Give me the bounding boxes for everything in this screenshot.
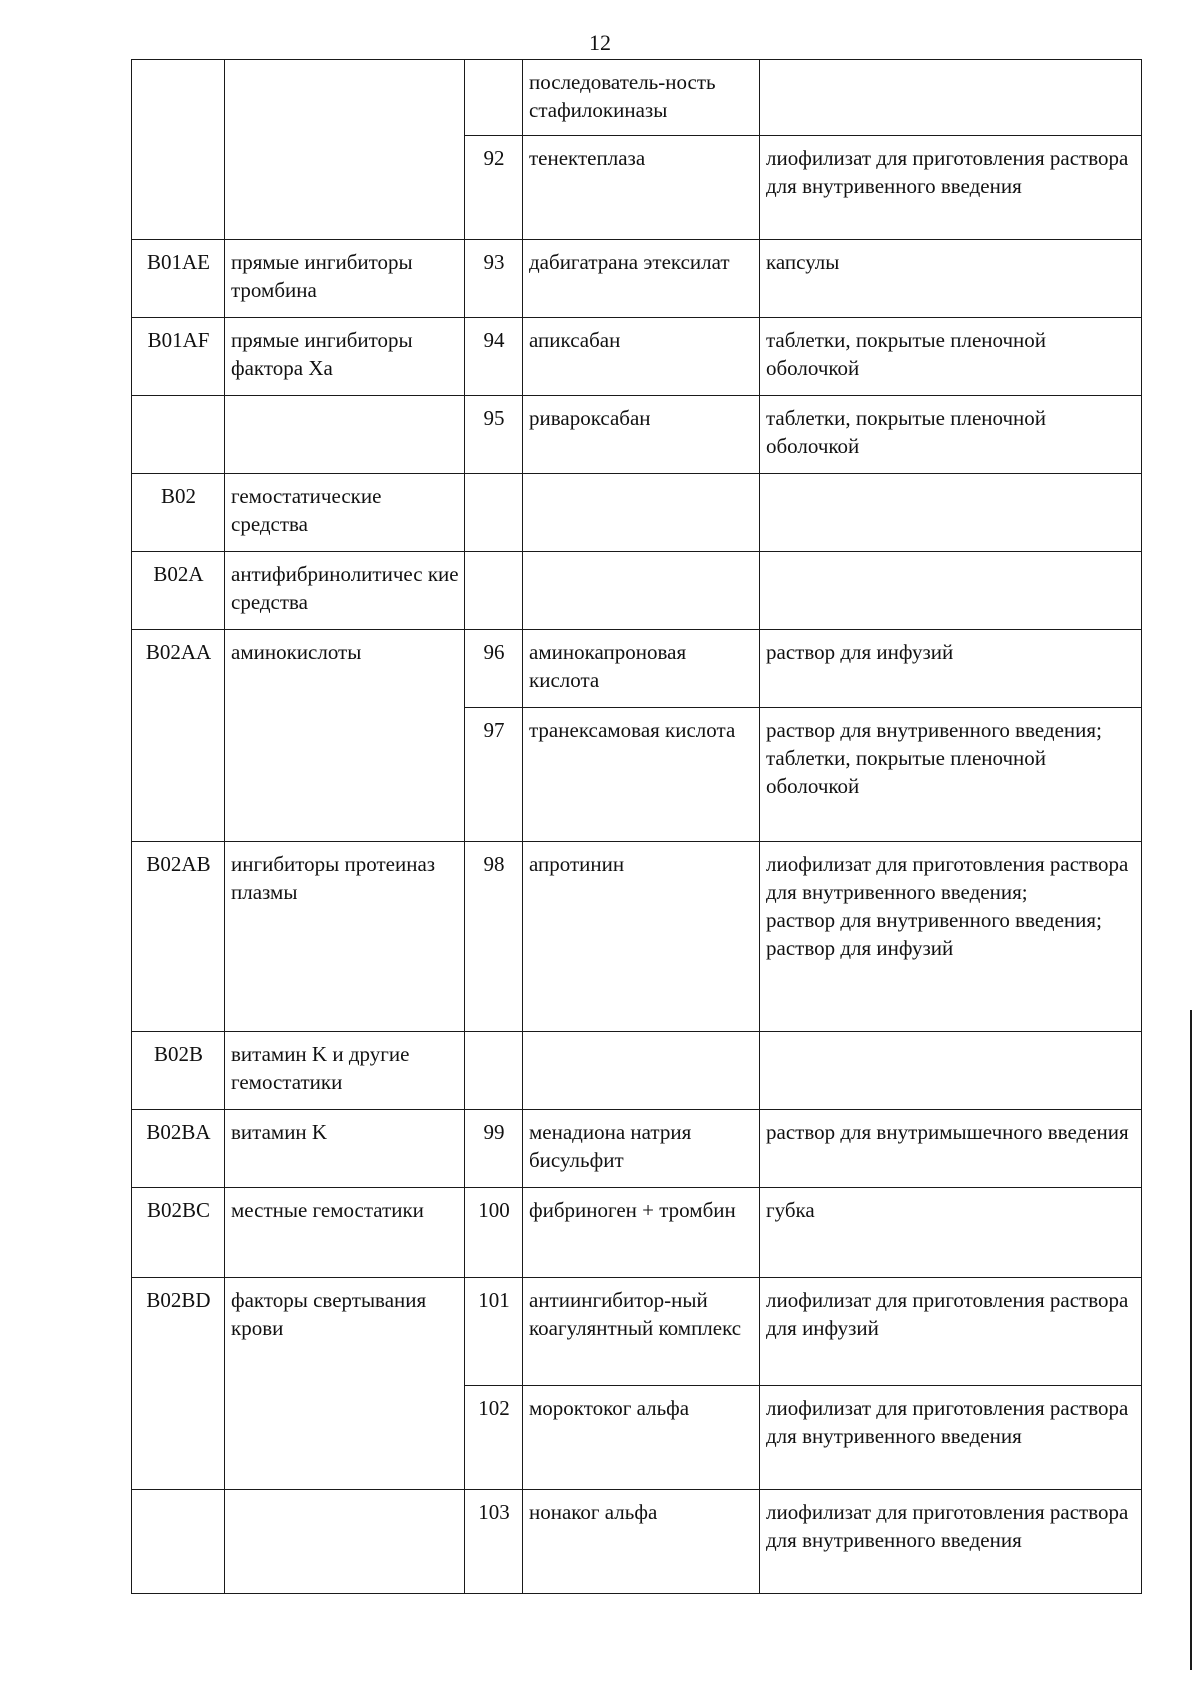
dosage-form-cell: лиофилизат для приготовления раствора для внутривенного введения bbox=[760, 1386, 1142, 1490]
item-number-cell: 96 bbox=[465, 630, 523, 708]
atc-code-cell: B02 bbox=[132, 474, 225, 552]
drug-name-cell: антиингибитор-ный коагулянтный комплекс bbox=[523, 1278, 760, 1386]
dosage-form-cell bbox=[760, 60, 1142, 136]
item-number-cell: 94 bbox=[465, 318, 523, 396]
table-row bbox=[132, 1490, 1142, 1594]
group-name-cell: прямые ингибиторы фактора Xa bbox=[225, 318, 465, 396]
group-name-cell: антифибринолитичес кие средства bbox=[225, 552, 465, 630]
dosage-form-cell: капсулы bbox=[760, 240, 1142, 318]
table-row bbox=[132, 396, 1142, 474]
dosage-form-cell: таблетки, покрытые пленочной оболочкой bbox=[760, 396, 1142, 474]
table-row bbox=[132, 318, 1142, 396]
item-number-cell bbox=[465, 1032, 523, 1110]
item-number-cell: 93 bbox=[465, 240, 523, 318]
table-row bbox=[132, 1110, 1142, 1188]
atc-code-cell bbox=[132, 60, 225, 240]
atc-code-cell: B02AB bbox=[132, 842, 225, 1032]
item-number-cell: 100 bbox=[465, 1188, 523, 1278]
dosage-form-cell bbox=[760, 474, 1142, 552]
dosage-form-cell bbox=[760, 552, 1142, 630]
drug-name-cell bbox=[523, 552, 760, 630]
item-number-cell bbox=[465, 552, 523, 630]
table-row bbox=[132, 552, 1142, 630]
drug-name-cell: аминокапроновая кислота bbox=[523, 630, 760, 708]
atc-code-cell bbox=[132, 396, 225, 474]
group-name-cell: витамин K bbox=[225, 1110, 465, 1188]
drug-name-cell bbox=[523, 1032, 760, 1110]
drug-name-cell: мороктоког альфа bbox=[523, 1386, 760, 1490]
group-name-cell: аминокислоты bbox=[225, 630, 465, 842]
drug-name-cell: транексамовая кислота bbox=[523, 708, 760, 842]
dosage-form-line: раствор для инфузий bbox=[766, 936, 954, 960]
item-number-cell bbox=[465, 474, 523, 552]
atc-code-cell: B02BD bbox=[132, 1278, 225, 1490]
dosage-form-cell: раствор для внутримышечного введения bbox=[760, 1110, 1142, 1188]
dosage-form-cell bbox=[760, 708, 1142, 842]
drug-name-cell: последователь-ность стафилокиназы bbox=[523, 60, 760, 136]
item-number-cell: 97 bbox=[465, 708, 523, 842]
dosage-form-line: раствор для внутривенного введения; bbox=[766, 908, 1102, 932]
group-name-cell: прямые ингибиторы тромбина bbox=[225, 240, 465, 318]
table-row bbox=[132, 630, 1142, 708]
medicines-table bbox=[131, 59, 1142, 1594]
dosage-form-line: таблетки, покрытые пленочной оболочкой bbox=[766, 746, 1047, 798]
drug-name-cell: ривароксабан bbox=[523, 396, 760, 474]
drug-name-cell: нонаког альфа bbox=[523, 1490, 760, 1594]
item-number-cell: 99 bbox=[465, 1110, 523, 1188]
table-row bbox=[132, 1032, 1142, 1110]
atc-code-cell: B01AE bbox=[132, 240, 225, 318]
dosage-form-cell bbox=[760, 842, 1142, 1032]
group-name-cell bbox=[225, 1490, 465, 1594]
table-row bbox=[132, 1278, 1142, 1386]
item-number-cell: 101 bbox=[465, 1278, 523, 1386]
dosage-form-cell: лиофилизат для приготовления раствора для внутривенного введения bbox=[760, 1490, 1142, 1594]
drug-name-cell: апротинин bbox=[523, 842, 760, 1032]
table-row bbox=[132, 240, 1142, 318]
dosage-form-cell bbox=[760, 1032, 1142, 1110]
group-name-cell: гемостатические средства bbox=[225, 474, 465, 552]
item-number-cell: 92 bbox=[465, 136, 523, 240]
drug-name-cell: тенектеплаза bbox=[523, 136, 760, 240]
drug-name-cell: менадиона натрия бисульфит bbox=[523, 1110, 760, 1188]
dosage-form-cell: лиофилизат для приготовления раствора для инфузий bbox=[760, 1278, 1142, 1386]
group-name-cell: ингибиторы протеиназ плазмы bbox=[225, 842, 465, 1032]
item-number-cell: 103 bbox=[465, 1490, 523, 1594]
dosage-form-cell: таблетки, покрытые пленочной оболочкой bbox=[760, 318, 1142, 396]
atc-code-cell bbox=[132, 1490, 225, 1594]
table-row bbox=[132, 842, 1142, 1032]
item-number-cell bbox=[465, 60, 523, 136]
table-row bbox=[132, 1188, 1142, 1278]
dosage-form-line: раствор для внутривенного введения; bbox=[766, 718, 1102, 742]
group-name-cell bbox=[225, 396, 465, 474]
item-number-cell: 95 bbox=[465, 396, 523, 474]
table-row bbox=[132, 60, 1142, 136]
page-number: 12 bbox=[589, 30, 611, 55]
group-name-cell: витамин K и другие гемостатики bbox=[225, 1032, 465, 1110]
atc-code-cell: B02AA bbox=[132, 630, 225, 842]
drug-name-cell bbox=[523, 474, 760, 552]
dosage-form-cell: раствор для инфузий bbox=[760, 630, 1142, 708]
atc-code-cell: B02B bbox=[132, 1032, 225, 1110]
atc-code-cell: B02BC bbox=[132, 1188, 225, 1278]
scan-margin-line bbox=[1190, 1010, 1192, 1670]
group-name-cell: местные гемостатики bbox=[225, 1188, 465, 1278]
drug-name-cell: дабигатрана этексилат bbox=[523, 240, 760, 318]
atc-code-cell: B02BA bbox=[132, 1110, 225, 1188]
group-name-cell bbox=[225, 60, 465, 240]
item-number-cell: 102 bbox=[465, 1386, 523, 1490]
atc-code-cell: B02A bbox=[132, 552, 225, 630]
dosage-form-line: лиофилизат для приготовления раствора для внутривенного введения; bbox=[766, 852, 1129, 904]
atc-code-cell: B01AF bbox=[132, 318, 225, 396]
dosage-form-cell: лиофилизат для приготовления раствора для внутривенного введения bbox=[760, 136, 1142, 240]
drug-name-cell: апиксабан bbox=[523, 318, 760, 396]
table-row bbox=[132, 474, 1142, 552]
dosage-form-cell: губка bbox=[760, 1188, 1142, 1278]
item-number-cell: 98 bbox=[465, 842, 523, 1032]
group-name-cell: факторы свертывания крови bbox=[225, 1278, 465, 1490]
drug-name-cell: фибриноген + тромбин bbox=[523, 1188, 760, 1278]
